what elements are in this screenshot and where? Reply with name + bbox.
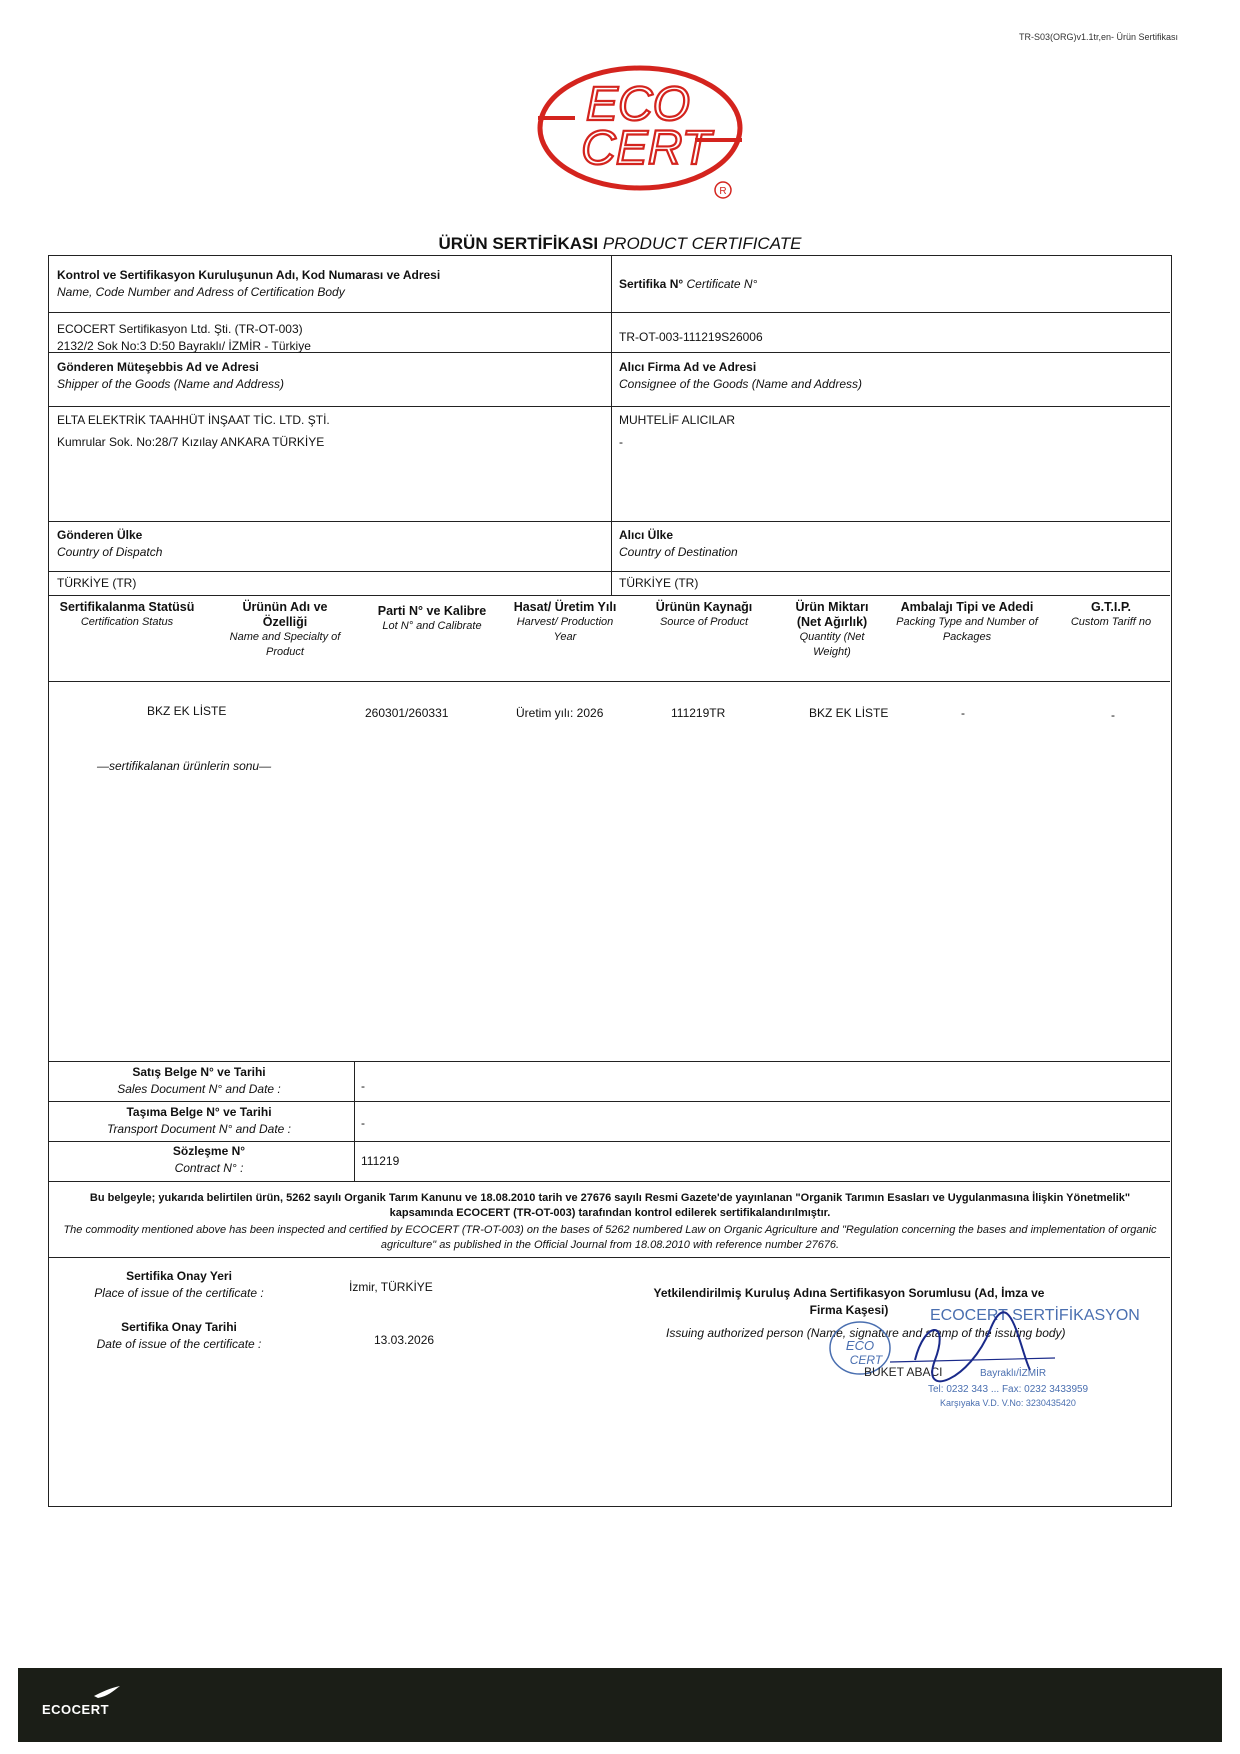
row-lot: 260301/260331 bbox=[365, 706, 449, 720]
statement-tr: Bu belgeyle; yukarıda belirtilen ürün, 5262 sayılı Organik Tarım Kanunu ve 18.08.2010 tarih ve 27676 sayılı Resmi Gazete'de yayınlanan "Organik Tarımın Esasları ve Uygulanmasına İlişkin Yönetmelik" kapsamında ECOCERT (TR-OT-003) tarafından kontrol edilerek sertifikalandırılmıştır. bbox=[89, 1192, 1131, 1219]
cert-body-label: Kontrol ve Sertifikasyon Kuruluşunun Adı, Kod Numarası ve Adresi Name, Code Number and Adress of Certification Body bbox=[57, 268, 441, 299]
svg-text:Bayraklı/İZMİR: Bayraklı/İZMİR bbox=[980, 1368, 1047, 1379]
authority-label-en: Issuing authorized person (Name, signature and stamp of the issuing body) bbox=[666, 1326, 1066, 1340]
ecocert-logo bbox=[520, 58, 760, 208]
col-header-source: Ürünün Kaynağı Source of Product bbox=[655, 600, 753, 628]
cert-body-address: ECOCERT Sertifikasyon Ltd. Şti. (TR-OT-003) 2132/2 Sok No:3 D:50 Bayraklı/ İZMİR - Türkiye bbox=[57, 322, 311, 353]
contract-label: Sözleşme N° Contract N° : bbox=[172, 1144, 246, 1175]
col-header-status: Sertifikalanma Statüsü Certification Status bbox=[59, 600, 195, 628]
svg-text:Karşıyaka V.D. V.No: 323043542: Karşıyaka V.D. V.No: 3230435420 bbox=[940, 1398, 1076, 1408]
col-header-quantity: Ürün Miktarı (Net Ağırlık) Quantity (Net Weight) bbox=[795, 600, 869, 658]
page-title: ÜRÜN SERTİFİKASI PRODUCT CERTIFICATE bbox=[438, 234, 802, 253]
certificate-no-value: TR-OT-003-111219S26006 bbox=[619, 330, 763, 344]
shipper-label: Gönderen Müteşebbis Ad ve Adresi Shipper of the Goods (Name and Address) bbox=[57, 360, 285, 391]
svg-text:R: R bbox=[719, 186, 727, 197]
place-value: İzmir, TÜRKİYE bbox=[349, 1280, 433, 1294]
consignee-label: Alıcı Firma Ad ve Adresi Consignee of the Goods (Name and Address) bbox=[619, 360, 863, 391]
sales-doc-label: Satış Belge N° ve Tarihi Sales Document N° and Date : bbox=[117, 1065, 281, 1096]
svg-text:Tel: 0232 343 ... Fax: 0232 34: Tel: 0232 343 ... Fax: 0232 3433959 bbox=[928, 1384, 1089, 1395]
certificate-no-label: Sertifika N° Certificate N° bbox=[619, 277, 758, 291]
form-reference-code: TR-S03(ORG)v1.1tr,en- Ürün Sertifikası bbox=[1018, 32, 1178, 42]
date-label: Sertifika Onay Tarihi Date of issue of the certificate : bbox=[96, 1320, 262, 1351]
consignee-value: MUHTELİF ALICILAR - bbox=[619, 413, 736, 449]
col-header-year: Hasat/ Üretim Yılı Harvest/ Production Year bbox=[513, 600, 617, 643]
row-packing: - bbox=[961, 706, 965, 720]
company-stamp bbox=[820, 1300, 1140, 1420]
authority-label: Yetkilendirilmiş Kuruluş Adına Sertifikasyon Sorumlusu (Ad, İmza ve Firma Kaşesi) bbox=[653, 1286, 1045, 1317]
destination-value: TÜRKİYE (TR) bbox=[619, 576, 699, 590]
col-header-lot: Parti N° ve Kalibre Lot N° and Calibrate bbox=[377, 604, 487, 632]
svg-text:ECO: ECO bbox=[845, 1338, 875, 1353]
transport-doc-value: - bbox=[361, 1116, 365, 1130]
bird-icon bbox=[92, 1684, 122, 1700]
svg-text:ECO: ECO bbox=[585, 78, 691, 131]
dispatch-label: Gönderen Ülke Country of Dispatch bbox=[57, 528, 163, 559]
svg-text:CERT: CERT bbox=[581, 122, 711, 175]
transport-doc-label: Taşıma Belge N° ve Tarihi Transport Document N° and Date : bbox=[107, 1105, 291, 1136]
row-source: 111219TR bbox=[671, 706, 726, 720]
svg-text:BUKET ABACI: BUKET ABACI bbox=[864, 1365, 943, 1379]
date-value: 13.03.2026 bbox=[374, 1333, 435, 1347]
footer-bar bbox=[18, 1668, 1222, 1742]
statement-en: The commodity mentioned above has been inspected and certified by ECOCERT (TR-OT-003) on the bases of 5262 numbered Law on Organic Agriculture and "Regulation concerning the bases and implementation of organic agriculture" as published in the Official Journal from 18.08.2010 with reference number 27676. bbox=[63, 1224, 1157, 1251]
row-gtip: - bbox=[1111, 708, 1115, 722]
shipper-value: ELTA ELEKTRİK TAAHHÜT İNŞAAT TİC. LTD. ŞTİ. Kumrular Sok. No:28/7 Kızılay ANKARA TÜRKİYE bbox=[57, 413, 330, 449]
row-product: BKZ EK LİSTE bbox=[147, 704, 227, 718]
end-of-list-note: —sertifikalanan ürünlerin sonu— bbox=[97, 759, 272, 773]
col-header-packing: Ambalajı Tipi ve Adedi Packing Type and Number of Packages bbox=[896, 600, 1038, 643]
contract-value: 111219 bbox=[361, 1154, 400, 1168]
col-header-gtip: G.T.I.P. Custom Tariff no bbox=[1070, 600, 1152, 628]
row-quantity: BKZ EK LİSTE bbox=[809, 706, 889, 720]
svg-text:ECOCERT SERTİFİKASYON: ECOCERT SERTİFİKASYON bbox=[930, 1307, 1140, 1324]
destination-label: Alıcı Ülke Country of Destination bbox=[619, 528, 738, 559]
col-header-product: Ürünün Adı ve Özelliği Name and Specialty of Product bbox=[229, 600, 341, 658]
footer-brand: ECOCERT bbox=[42, 1702, 110, 1717]
place-label: Sertifika Onay Yeri Place of issue of the certificate : bbox=[94, 1269, 264, 1300]
svg-text:CERT: CERT bbox=[849, 1353, 883, 1367]
dispatch-value: TÜRKİYE (TR) bbox=[57, 576, 137, 590]
row-year: Üretim yılı: 2026 bbox=[516, 706, 604, 720]
sales-doc-value: - bbox=[361, 1079, 365, 1093]
